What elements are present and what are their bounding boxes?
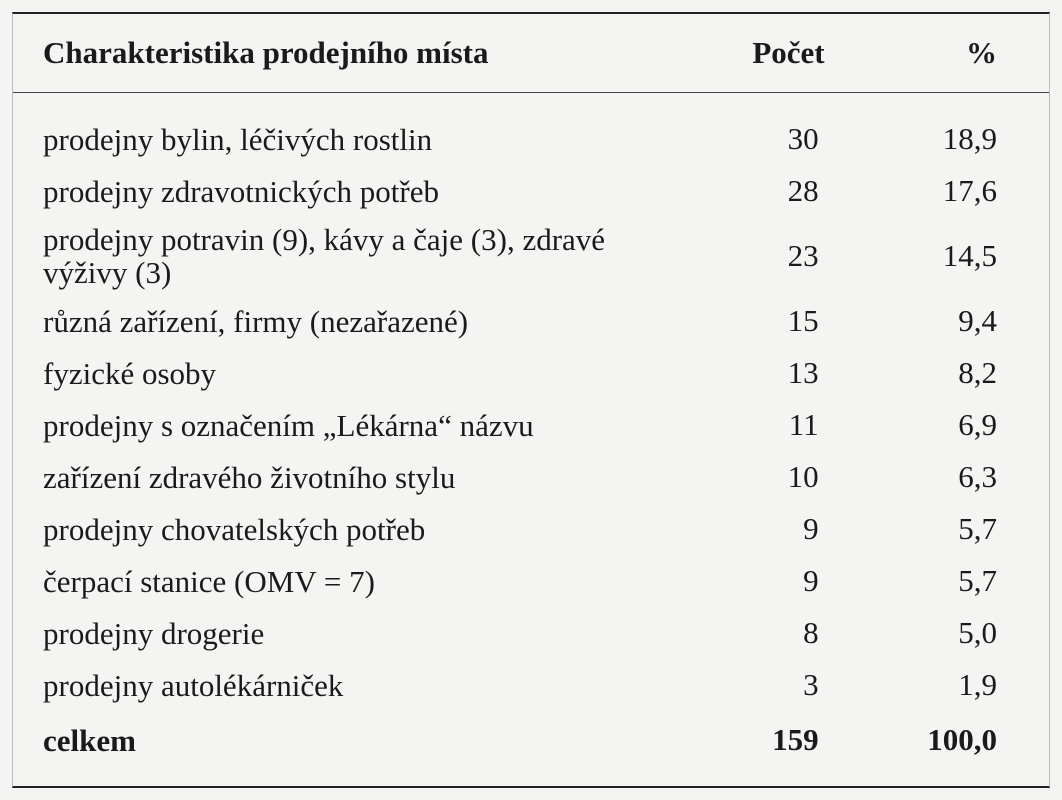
total-count: 159 [772, 722, 819, 757]
table-row [13, 347, 1049, 399]
table-header-row [13, 14, 1049, 93]
header-characteristic: Charakteristika prodejního místa [13, 14, 688, 93]
row-percent: 14,5 [942, 238, 997, 273]
row-count: 28 [787, 173, 819, 208]
total-label: celkem [43, 722, 136, 758]
row-label: zařízení zdravého životního stylu [43, 459, 456, 495]
table-frame [12, 12, 1050, 788]
row-percent: 6,9 [958, 407, 997, 442]
table-row [13, 399, 1049, 451]
header-spacer [13, 93, 1049, 114]
row-count: 3 [803, 667, 819, 702]
row-label: prodejny potravin (9), kávy a čaje (3), zdravé výživy (3) [43, 222, 606, 290]
table-row [13, 217, 1049, 295]
row-percent: 8,2 [958, 355, 997, 390]
table-row [13, 295, 1049, 347]
row-percent: 1,9 [958, 667, 997, 702]
table-row [13, 659, 1049, 711]
total-percent: 100,0 [927, 722, 997, 757]
row-count: 15 [787, 303, 819, 338]
row-percent: 17,6 [942, 173, 997, 208]
row-label: různá zařízení, firmy (nezařazené) [43, 303, 469, 339]
row-percent: 5,0 [958, 615, 997, 650]
row-label: prodejny s označením „Lékárna“ názvu [43, 407, 534, 443]
row-count: 13 [787, 355, 819, 390]
row-label: prodejny chovatelských potřeb [43, 511, 426, 547]
row-percent: 5,7 [958, 511, 997, 546]
row-label: prodejny drogerie [43, 615, 265, 651]
table-row [13, 503, 1049, 555]
row-count: 11 [788, 407, 819, 442]
row-count: 10 [787, 459, 819, 494]
header-count: Počet [688, 14, 827, 93]
table-row [13, 555, 1049, 607]
row-percent: 9,4 [958, 303, 997, 338]
row-label: prodejny zdravotnických potřeb [43, 173, 439, 209]
row-percent: 18,9 [942, 121, 997, 156]
table-row [13, 607, 1049, 659]
row-label: prodejny bylin, léčivých rostlin [43, 121, 433, 157]
row-label: fyzické osoby [43, 355, 217, 391]
header-percent: % [827, 14, 1049, 93]
total-row [13, 711, 1049, 769]
row-count: 9 [803, 563, 819, 598]
row-label: prodejny autolékárniček [43, 667, 344, 703]
row-count: 23 [787, 238, 819, 273]
table-row [13, 113, 1049, 165]
table-row [13, 451, 1049, 503]
row-count: 30 [787, 121, 819, 156]
row-percent: 6,3 [958, 459, 997, 494]
table-row [13, 165, 1049, 217]
row-count: 9 [803, 511, 819, 546]
row-percent: 5,7 [958, 563, 997, 598]
sales-points-table [13, 14, 1049, 769]
row-label: čerpací stanice (OMV = 7) [43, 563, 375, 599]
row-count: 8 [803, 615, 819, 650]
